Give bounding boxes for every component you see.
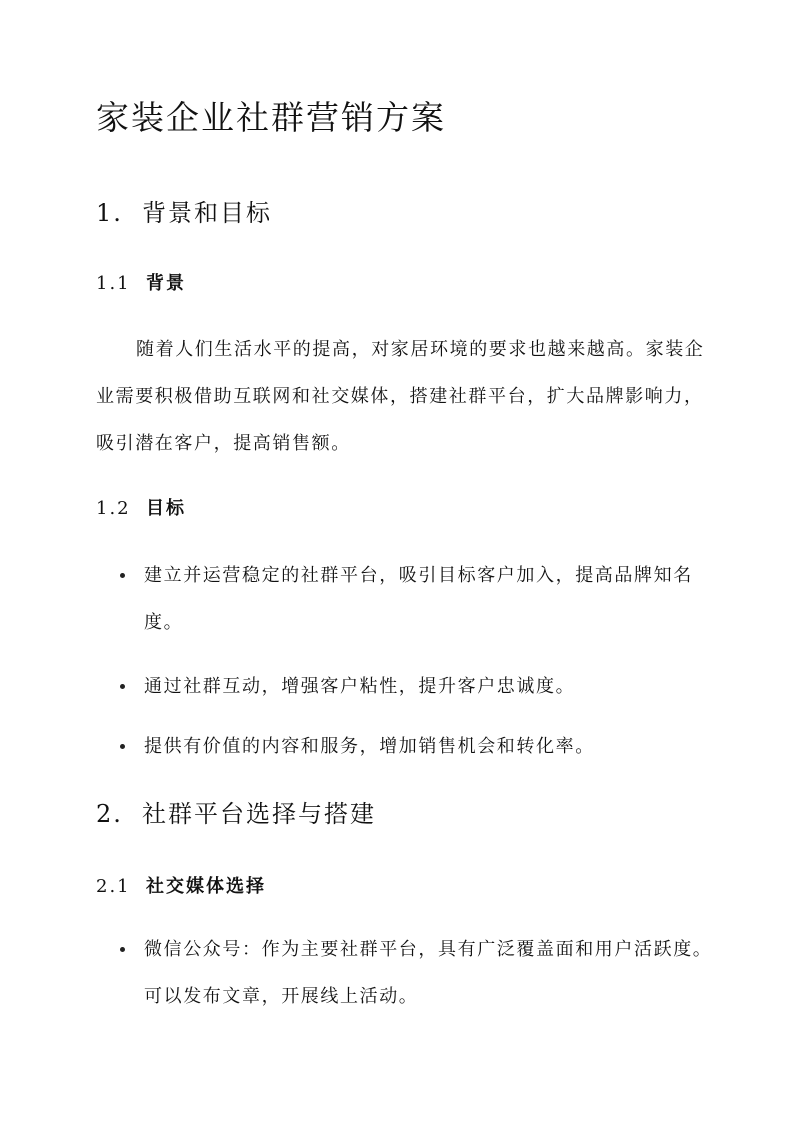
section-number: 1. bbox=[96, 199, 123, 227]
subsection-title: 目标 bbox=[146, 498, 186, 519]
bullet-icon bbox=[120, 573, 125, 578]
subsection-heading bbox=[96, 874, 266, 900]
list-item bbox=[120, 723, 714, 770]
bullet-icon bbox=[120, 684, 125, 689]
subsection-title: 背景 bbox=[146, 273, 186, 294]
subsection-number: 2.1 bbox=[96, 876, 131, 897]
bullet-icon bbox=[120, 744, 125, 749]
subsection-title: 社交媒体选择 bbox=[146, 876, 266, 897]
section-heading bbox=[96, 797, 376, 831]
list-item bbox=[120, 926, 714, 1020]
section-title: 社群平台选择与搭建 bbox=[142, 800, 376, 828]
list-item-text: 微信公众号：作为主要社群平台，具有广泛覆盖面和用户活跃度。可以发布文章，开展线上活动。 bbox=[144, 939, 713, 1007]
section-number: 2. bbox=[96, 800, 123, 828]
subsection-number: 1.2 bbox=[96, 498, 131, 519]
list-item bbox=[120, 552, 714, 646]
list-item-text: 提供有价值的内容和服务，增加销售机会和转化率。 bbox=[144, 736, 595, 757]
background-paragraph: 随着人们生活水平的提高，对家居环境的要求也越来越高。家装企业需要积极借助互联网和社交媒体，搭建社群平台，扩大品牌影响力，吸引潜在客户，提高销售额。 bbox=[96, 339, 705, 454]
bullet-icon bbox=[120, 947, 125, 952]
subsection-heading bbox=[96, 496, 186, 522]
section-title: 背景和目标 bbox=[142, 199, 272, 227]
list-item bbox=[120, 663, 714, 710]
list-item-text: 建立并运营稳定的社群平台，吸引目标客户加入，提高品牌知名度。 bbox=[144, 565, 693, 633]
list-item-text: 通过社群互动，增强客户粘性，提升客户忠诚度。 bbox=[144, 676, 576, 697]
section-heading bbox=[96, 196, 272, 230]
subsection-heading bbox=[96, 271, 186, 297]
document-title: 家装企业社群营销方案 bbox=[96, 98, 446, 137]
subsection-number: 1.1 bbox=[96, 273, 131, 294]
